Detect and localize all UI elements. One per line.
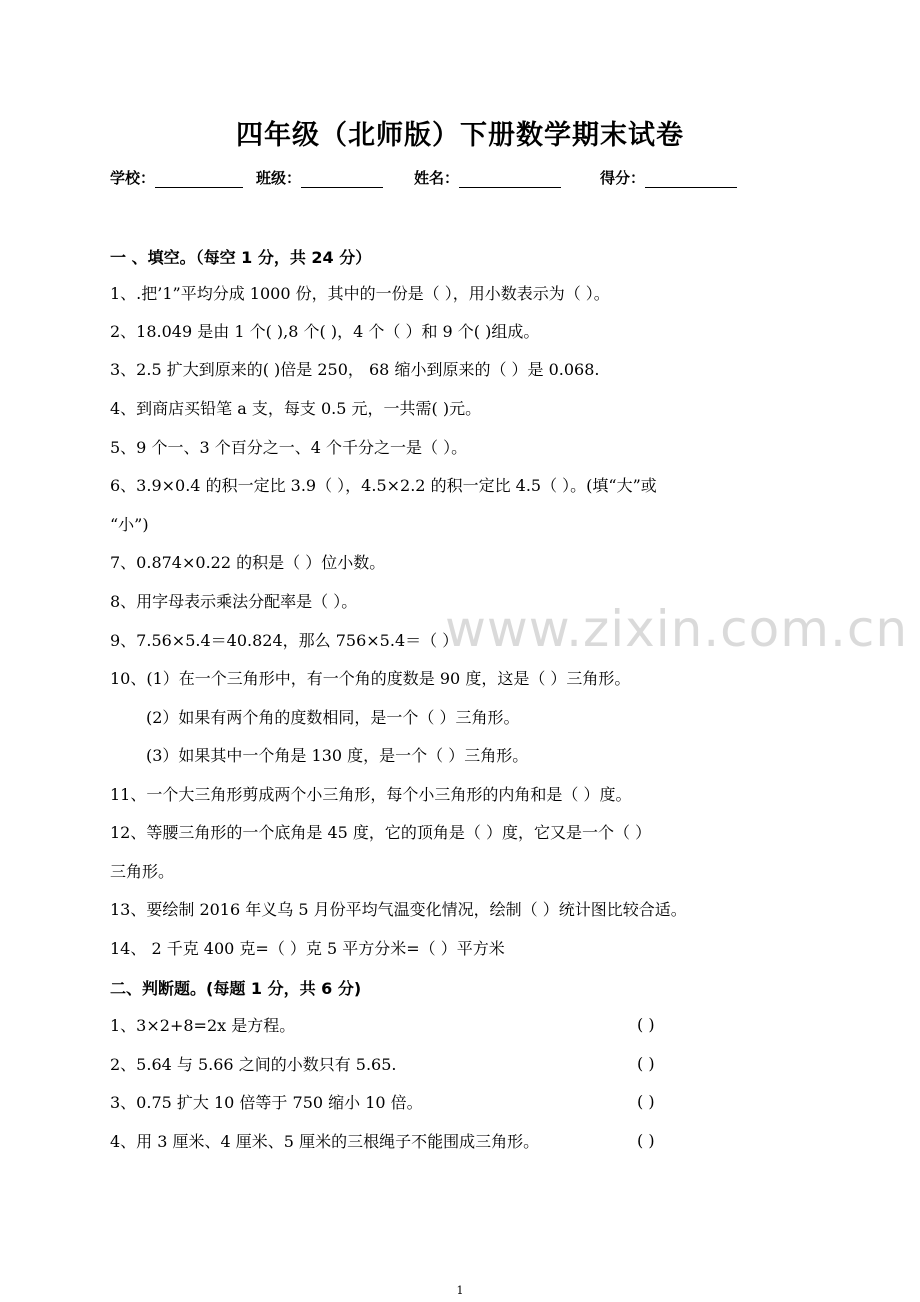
judge-3-answer-blank: ( ) <box>637 1092 655 1111</box>
name-blank <box>459 170 561 188</box>
question-8: 8、用字母表示乘法分配率是（ ）。 <box>110 592 358 611</box>
section2-heading: 二、判断题。(每题 1 分，共 6 分) <box>110 979 362 998</box>
question-9: 9、7.56×5.4＝40.824，那么 756×5.4＝（ ） <box>110 631 459 650</box>
judge-1-answer-blank: ( ) <box>637 1015 655 1034</box>
question-10-2: (2）如果有两个角的度数相同，是一个（ ）三角形。 <box>146 708 520 727</box>
watermark: www.zixin.com.cn <box>445 600 909 658</box>
question-11: 11、一个大三角形剪成两个小三角形，每个小三角形的内角和是（ ）度。 <box>110 785 632 804</box>
question-7: 7、0.874×0.22 的积是（ ）位小数。 <box>110 553 386 572</box>
question-4: 4、到商店买铅笔 a 支，每支 0.5 元，一共需( )元。 <box>110 399 482 418</box>
school-blank <box>155 170 243 188</box>
question-13: 13、要绘制 2016 年义乌 5 月份平均气温变化情况，绘制（ ）统计图比较合适。 <box>110 900 687 919</box>
question-12-continued: 三角形。 <box>110 862 175 881</box>
question-6-continued: “小”) <box>110 515 149 534</box>
class-label: 班级： <box>256 169 302 187</box>
class-field <box>256 167 383 188</box>
question-12: 12、等腰三角形的一个底角是 45 度，它的顶角是（ ）度，它又是一个（ ） <box>110 823 652 842</box>
question-3: 3、2.5 扩大到原来的( )倍是 250， 68 缩小到原来的（ ）是 0.068. <box>110 360 600 379</box>
judge-4-answer-blank: ( ) <box>637 1131 655 1150</box>
school-label: 学校： <box>110 169 156 187</box>
question-6: 6、3.9×0.4 的积一定比 3.9（ ），4.5×2.2 的积一定比 4.5（ ）。(填“大”或 <box>110 476 657 495</box>
judge-4: 4、用 3 厘米、4 厘米、5 厘米的三根绳子不能围成三角形。 <box>110 1132 540 1151</box>
question-5: 5、9 个一、3 个百分之一、4 个千分之一是（ ）。 <box>110 438 468 457</box>
school-field <box>110 167 243 188</box>
score-field <box>600 167 737 188</box>
class-blank <box>301 170 383 188</box>
question-10-1: 10、(1）在一个三角形中，有一个角的度数是 90 度，这是（ ）三角形。 <box>110 669 631 688</box>
question-2: 2、18.049 是由 1 个( ),8 个( )，4 个（ ）和 9 个( )组成。 <box>110 322 540 341</box>
judge-2: 2、5.64 与 5.66 之间的小数只有 5.65. <box>110 1055 397 1074</box>
score-blank <box>645 170 737 188</box>
judge-1: 1、3×2+8=2x 是方程。 <box>110 1016 296 1035</box>
question-10-3: (3）如果其中一个角是 130 度，是一个（ ）三角形。 <box>146 746 529 765</box>
page-title: 四年级（北师版）下册数学期末试卷 <box>236 120 684 151</box>
section1-heading: 一 、填空。（每空 1 分，共 24 分） <box>110 248 372 267</box>
name-field <box>414 167 561 188</box>
judge-3: 3、0.75 扩大 10 倍等于 750 缩小 10 倍。 <box>110 1093 423 1112</box>
question-14: 14、 2 千克 400 克=（ ）克 5 平方分米=（ ）平方米 <box>110 939 505 958</box>
judge-2-answer-blank: ( ) <box>637 1054 655 1073</box>
name-label: 姓名： <box>414 169 460 187</box>
question-1: 1、.把’1”平均分成 1000 份，其中的一份是（ ），用小数表示为（ ）。 <box>110 284 610 303</box>
page-number: 1 <box>456 1284 464 1297</box>
score-label: 得分： <box>600 169 646 187</box>
